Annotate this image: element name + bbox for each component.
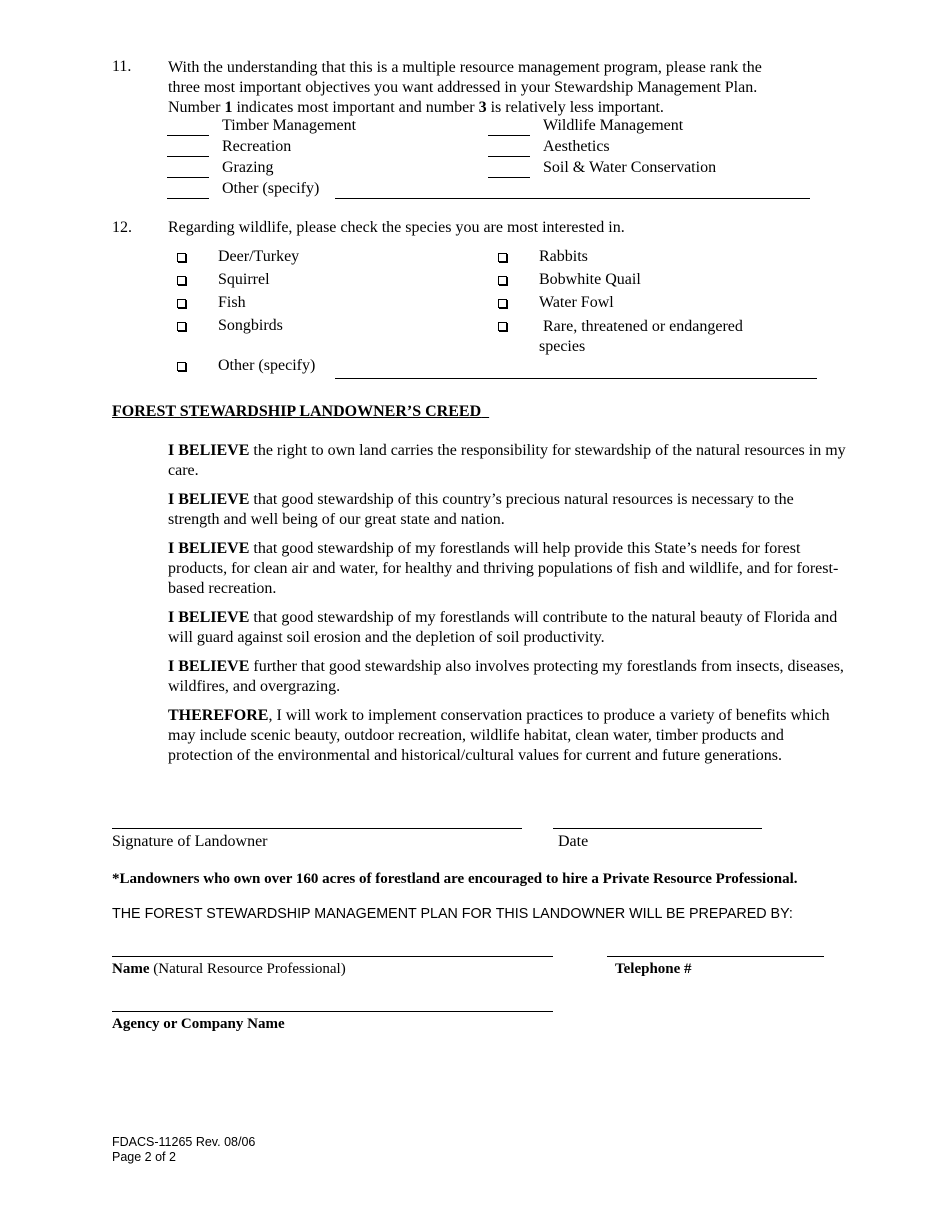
option-label: Wildlife Management [543,117,684,134]
other-specify-line[interactable] [335,198,810,199]
option-label: Rabbits [539,248,588,265]
creed-paragraph: THEREFORE, I will work to implement conservation practices to produce a variety of benefits which may include scenic beauty, outdoor recreation, wildlife habitat, clean water, timber products and protection of the environmental and historical/cultural values for current and future generations. [168,707,830,764]
signature-label: Signature of Landowner [112,833,268,850]
checkbox-rare-species[interactable] [498,322,507,331]
rank-field-aesthetics[interactable] [488,156,530,157]
rank-field-timber[interactable] [167,135,209,136]
checkbox-water-fowl[interactable] [498,299,507,308]
page-number: Page 2 of 2 [112,1150,176,1164]
creed-paragraph: I BELIEVE that good stewardship of my forestlands will contribute to the natural beauty of Florida and will guard against soil erosion and the depletion of soil productivity. [168,609,838,646]
question-number: 11. [112,58,132,75]
option-label: Rare, threatened or endangered species [539,318,743,355]
date-label: Date [558,833,589,850]
agency-line[interactable] [112,1011,553,1012]
option-label: Other (specify) [222,180,320,197]
option-label: Grazing [222,159,274,176]
option-label: Soil & Water Conservation [543,159,717,176]
checkbox-deer-turkey[interactable] [177,253,186,262]
name-line[interactable] [112,956,553,957]
telephone-line[interactable] [607,956,824,957]
option-label: Bobwhite Quail [539,271,641,288]
agency-label: Agency or Company Name [112,1016,285,1032]
checkbox-songbirds[interactable] [177,322,186,331]
telephone-label: Telephone # [615,961,692,977]
option-label: Aesthetics [543,138,610,155]
option-label: Fish [218,294,246,311]
rank-field-recreation[interactable] [167,156,209,157]
option-label: Recreation [222,138,292,155]
rank-field-soil-water[interactable] [488,177,530,178]
footer [112,1135,255,1165]
question-text: With the understanding that this is a multiple resource management program, please rank the three most important objectives you want addressed in your Stewardship Management Plan. Number 1 indicates most important and number 3 is relatively less important. [168,59,762,116]
option-label: Water Fowl [539,294,614,311]
rank-field-grazing[interactable] [167,177,209,178]
creed-paragraph: I BELIEVE further that good stewardship also involves protecting my forestlands from insects, diseases, wildfires, and overgrazing. [168,658,844,695]
option-label: Deer/Turkey [218,248,300,265]
creed-paragraph: I BELIEVE that good stewardship of this country’s precious natural resources is necessary to the strength and well being of our great state and nation. [168,491,794,528]
checkbox-rabbits[interactable] [498,253,507,262]
option-label: Songbirds [218,317,283,334]
question-number: 12. [112,219,132,236]
creed-heading: FOREST STEWARDSHIP LANDOWNER’S CREED [112,403,482,420]
option-label: Other (specify) [218,357,316,374]
checkbox-fish[interactable] [177,299,186,308]
date-line[interactable] [553,828,762,829]
signature-line[interactable] [112,828,522,829]
option-label: Squirrel [218,271,270,288]
checkbox-other[interactable] [177,362,186,371]
option-label: Timber Management [222,117,357,134]
other-specify-line[interactable] [335,378,817,379]
form-id: FDACS-11265 Rev. 08/06 [112,1135,256,1149]
name-label: Name (Natural Resource Professional) [112,961,346,977]
checkbox-squirrel[interactable] [177,276,186,285]
creed-paragraph: I BELIEVE the right to own land carries the responsibility for stewardship of the natural resources in my care. [168,442,846,479]
question-text: Regarding wildlife, please check the species you are most interested in. [168,219,625,236]
creed-paragraph: I BELIEVE that good stewardship of my forestlands will help provide this State’s needs for forest products, for clean air and water, for healthy and thriving populations of fish and wildlife, and for forest-based recreation. [168,540,839,597]
prepared-by-heading: THE FOREST STEWARDSHIP MANAGEMENT PLAN FOR THIS LANDOWNER WILL BE PREPARED BY: [112,906,793,922]
checkbox-bobwhite-quail[interactable] [498,276,507,285]
rank-field-other[interactable] [167,198,209,199]
acreage-notice: *Landowners who own over 160 acres of forestland are encouraged to hire a Private Resource Professional. [112,871,798,887]
rank-field-wildlife[interactable] [488,135,530,136]
